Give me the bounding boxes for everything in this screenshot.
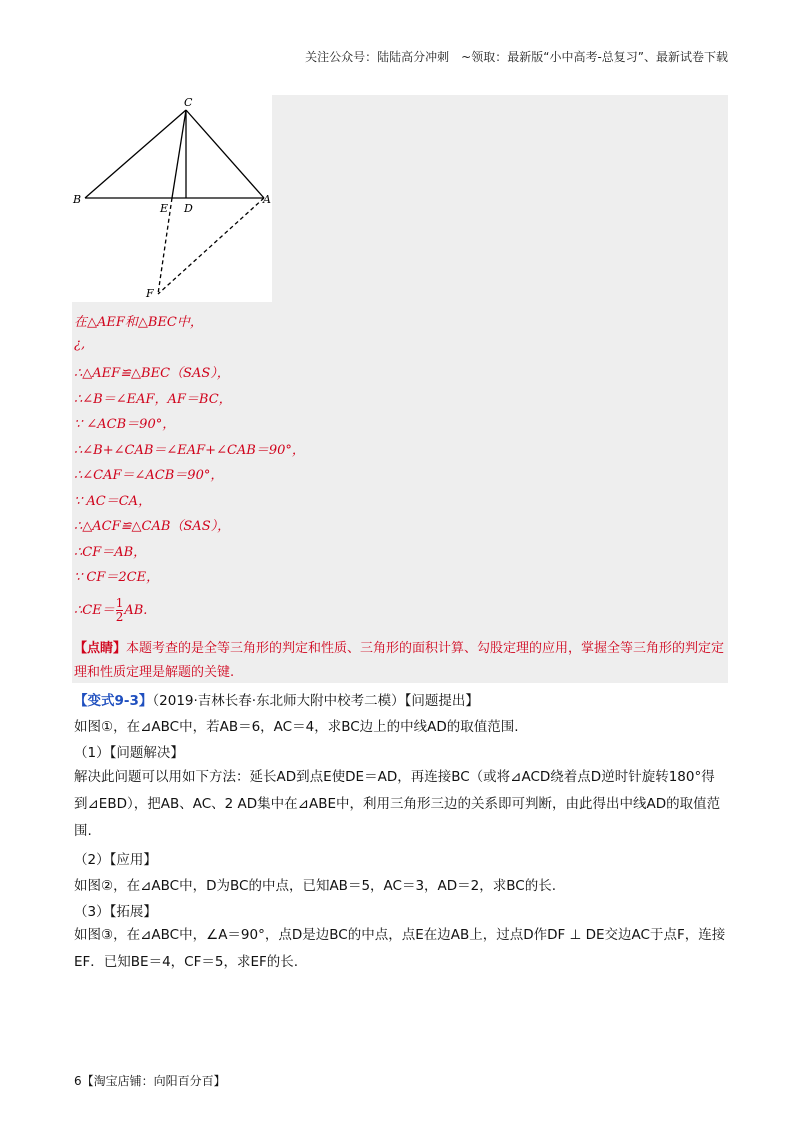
- part1-text: 解决此问题可以用如下方法：延长AD到点E使DE＝AD，再连接BC（或将⊿ACD绕着点D逆时针旋转180°得到⊿EBD），把AB、AC、2 AD集中在⊿ABE中，利用三角形三边的关系即可判断，由此得出中线AD的取值范围.: [74, 769, 721, 839]
- label-e: E: [160, 202, 169, 215]
- part2-text: 如图②，在⊿ABC中，D为BC的中点，已知AB＝5，AC＝3，AD＝2，求BC的长.: [74, 878, 557, 894]
- solution-line: ∴∠CAF＝∠ACB＝90°，: [74, 468, 224, 483]
- fraction-numerator: 1: [115, 596, 124, 610]
- shaded-background-top: [272, 95, 728, 302]
- solution-line: ∴CF＝AB，: [74, 545, 147, 560]
- final-suffix: AB.: [124, 603, 148, 618]
- label-c: C: [184, 96, 193, 109]
- note-text: 本题考查的是全等三角形的判定和性质、三角形的面积计算、勾股定理的应用，掌握全等三角形的判定定理和性质定理是解题的关键.: [74, 641, 725, 680]
- solution-line: 在△AEF和△BEC中，: [74, 315, 203, 330]
- solution-line: ∵ ∠ACB＝90°，: [74, 417, 176, 432]
- final-prefix: ∴CE＝: [74, 603, 115, 618]
- variant-tag: 【变式9-3】: [74, 693, 153, 709]
- solution-line: ∵ AC＝CA，: [74, 494, 152, 509]
- solution-line: ∴∠B+∠CAB＝∠EAF+∠CAB＝90°，: [74, 443, 305, 458]
- label-d: D: [184, 202, 193, 215]
- label-f: F: [146, 287, 154, 300]
- label-b: B: [73, 193, 82, 206]
- label-a: A: [263, 193, 271, 206]
- solution-line: ¿,: [74, 337, 86, 352]
- part3-title: （3）【拓展】: [74, 904, 157, 920]
- fraction-denominator: 2: [115, 610, 124, 624]
- note-tag: 【点睛】: [74, 641, 127, 656]
- part3-text: 如图③，在⊿ABC中，∠A＝90°，点D是边BC的中点，点E在边AB上，过点D作DF ⊥ DE交边AC于点F，连接EF．已知BE＝4，CF＝5，求EF的长.: [74, 927, 726, 970]
- key-point-note: [74, 637, 726, 685]
- fraction-one-half: [116, 597, 124, 624]
- page-header: 关注公众号：陆陆高分冲刺 ~领取：最新版“小中高考-总复习”、最新试卷下载: [305, 50, 728, 64]
- solution-line: ∵ CF＝2CE，: [74, 570, 160, 585]
- page-footer: 6【淘宝店铺：向阳百分百】: [74, 1074, 226, 1088]
- solution-line: ∴△ACF≌△CAB（SAS），: [74, 519, 231, 534]
- solution-final-line: [74, 597, 147, 624]
- problem-intro: 如图①，在⊿ABC中，若AB＝6，AC＝4，求BC边上的中线AD的取值范围.: [74, 719, 519, 735]
- part1-title: （1）【问题解决】: [74, 745, 184, 761]
- solution-line: ∴∠B＝∠EAF，AF＝BC，: [74, 392, 232, 407]
- shaded-background-solution: [72, 302, 728, 683]
- variant-source: （2019·吉林长春·东北师大附中校考二模）【问题提出】: [152, 693, 479, 709]
- geometry-figure: [72, 95, 272, 302]
- triangle-diagram: [72, 95, 272, 302]
- part2-title: （2）【应用】: [74, 852, 157, 868]
- variant-heading: [74, 689, 479, 709]
- solution-line: ∴△AEF≌△BEC（SAS），: [74, 366, 230, 381]
